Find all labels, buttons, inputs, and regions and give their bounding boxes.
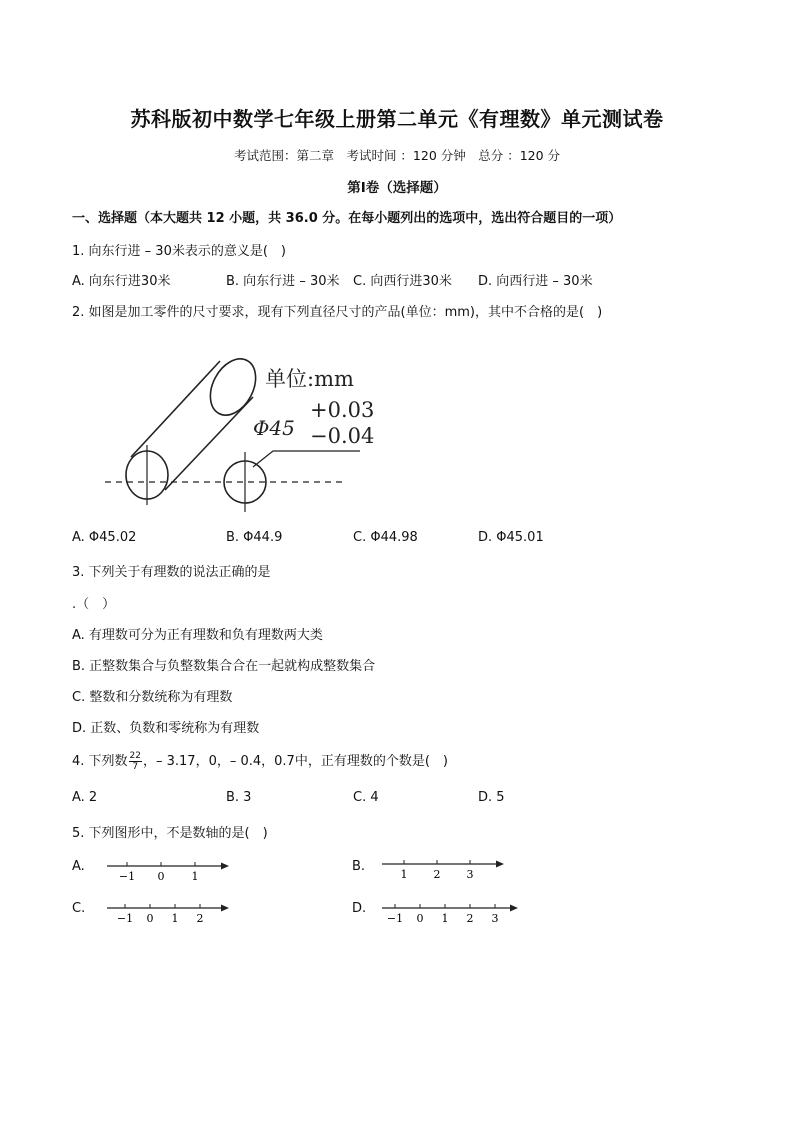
axis-c-label: 0 (146, 912, 154, 925)
axis-c-label: 2 (196, 912, 204, 925)
q5-option-d-label[interactable]: D. (352, 901, 367, 916)
q1-option-d[interactable]: D. 向西行进 – 30米 (478, 274, 593, 289)
q5-axis-a (105, 857, 235, 885)
q3-option-d[interactable]: D. 正数、负数和零统称为有理数 (72, 721, 260, 736)
q5-axis-b (380, 855, 510, 883)
q1-stem: 1. 向东行进 – 30米表示的意义是( ) (72, 244, 286, 259)
axis-b-arrow (496, 861, 504, 868)
exam-info: 考试范围：第二章 考试时间 ：120 分钟 总分 ：120 分 (233, 148, 561, 163)
q5-stem: 5. 下列图形中，不是数轴的是( ) (72, 826, 268, 841)
q4-fraction-numerator: 22 (129, 751, 141, 761)
q1-option-c[interactable]: C. 向西行进30米 (353, 274, 452, 289)
q1-option-b[interactable]: B. 向东行进 – 30米 (226, 274, 340, 289)
axis-d-label: 0 (416, 912, 424, 925)
q4-option-c[interactable]: C. 4 (353, 790, 379, 805)
axis-c-arrow (221, 905, 229, 912)
axis-d-arrow (510, 905, 518, 912)
leader-line (253, 451, 360, 467)
q3-option-b[interactable]: B. 正整数集合与负整数集合合在一起就构成整数集合 (72, 659, 376, 674)
axis-d-label: 1 (441, 912, 449, 925)
axis-b-label: 2 (433, 868, 441, 881)
q4-option-d[interactable]: D. 5 (478, 790, 505, 805)
axis-c-label: −1 (116, 912, 134, 925)
cylinder-far-end (201, 355, 264, 423)
diameter-label: Φ45 (253, 416, 295, 440)
q4-stem-prefix: 4. 下列数 (72, 754, 128, 769)
axis-c-label: 1 (171, 912, 179, 925)
q2-option-a[interactable]: A. Φ45.02 (72, 530, 137, 545)
q5-option-b-label[interactable]: B. (352, 859, 366, 874)
q5-option-a-label[interactable]: A. (72, 859, 85, 874)
axis-b-label: 1 (400, 868, 408, 881)
q5-axis-d (380, 899, 525, 927)
q4-stem-suffix: ，– 3.17，0，– 0.4，0.7中，正有理数的个数是( ) (143, 754, 448, 769)
q4-fraction-denominator: 7 (132, 762, 139, 772)
axis-b-label: 3 (466, 868, 474, 881)
cylinder-top-edge (131, 361, 220, 457)
axis-d-label: 2 (466, 912, 474, 925)
volume-heading: 第Ⅰ卷（选择题） (347, 180, 447, 196)
q3-option-a[interactable]: A. 有理数可分为正有理数和负有理数两大类 (72, 628, 323, 643)
page-title: 苏科版初中数学七年级上册第二单元《有理数》单元测试卷 (130, 107, 664, 131)
q3-stem: 3. 下列关于有理数的说法正确的是 (72, 565, 271, 580)
lower-tolerance: −0.04 (310, 424, 375, 448)
unit-label: 单位:mm (265, 367, 354, 391)
q2-figure-cylinder (95, 355, 395, 515)
q2-stem: 2. 如图是加工零件的尺寸要求，现有下列直径尺寸的产品(单位：mm)，其中不合格的是( ) (72, 305, 603, 320)
q5-axis-c (105, 899, 235, 927)
cylinder-bottom-edge (165, 397, 253, 490)
axis-d-label: −1 (386, 912, 404, 925)
q4-option-b[interactable]: B. 3 (226, 790, 252, 805)
axis-a-arrow (221, 863, 229, 870)
q2-option-b[interactable]: B. Φ44.9 (226, 530, 283, 545)
q4-stem (72, 750, 448, 772)
q4-option-a[interactable]: A. 2 (72, 790, 98, 805)
axis-d-label: 3 (491, 912, 499, 925)
q4-fraction (129, 751, 142, 772)
section-heading: 一、选择题（本大题共 12 小题，共 36.0 分。在每小题列出的选项中，选出符合题目的一项） (72, 211, 622, 226)
q2-option-c[interactable]: C. Φ44.98 (353, 530, 418, 545)
q2-option-d[interactable]: D. Φ45.01 (478, 530, 544, 545)
axis-a-label: 1 (191, 870, 199, 883)
q5-option-c-label[interactable]: C. (72, 901, 86, 916)
axis-a-label: 0 (157, 870, 165, 883)
q3-option-c[interactable]: C. 整数和分数统称为有理数 (72, 690, 233, 705)
upper-tolerance: +0.03 (310, 398, 375, 422)
axis-a-label: −1 (118, 870, 136, 883)
q1-option-a[interactable]: A. 向东行进30米 (72, 274, 171, 289)
q3-stem-bracket: .（ ） (72, 597, 116, 612)
